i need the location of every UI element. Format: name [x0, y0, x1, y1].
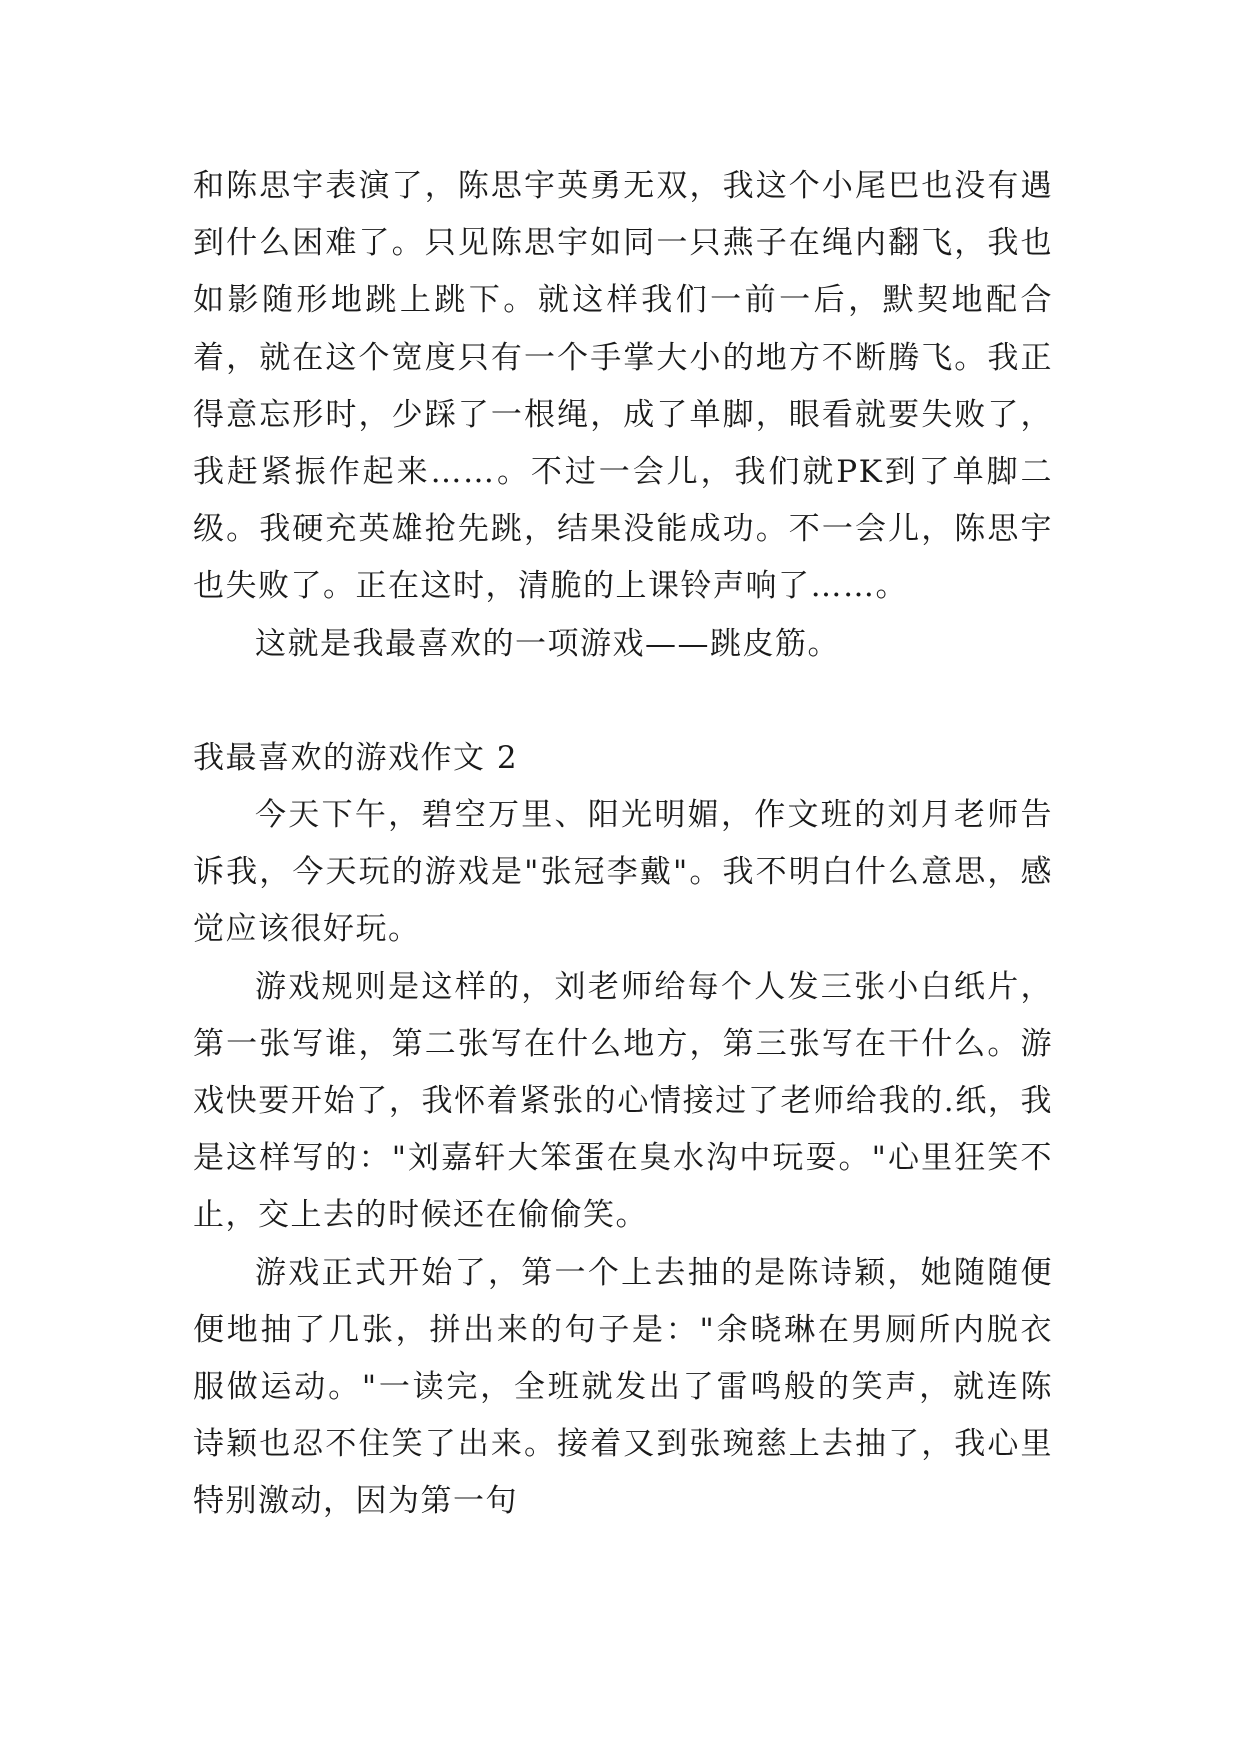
paragraph-5: 游戏正式开始了，第一个上去抽的是陈诗颖，她随随便便地抽了几张，拼出来的句子是："余晓琳在男厕所内脱衣服做运动。"一读完，全班就发出了雷鸣般的笑声，就连陈诗颖也忍不住笑了出来。接着又到张琬慈上去抽了，我心里特别激动，因为第一句 [193, 1254, 1053, 1520]
paragraph-3: 今天下午，碧空万里、阳光明媚，作文班的刘月老师告诉我，今天玩的游戏是"张冠李戴"。我不明白什么意思，感觉应该很好玩。 [193, 797, 1053, 948]
document-page [193, 158, 1053, 1531]
essay-title: 我最喜欢的游戏作文 2 [193, 739, 519, 776]
paragraph-4: 游戏规则是这样的，刘老师给每个人发三张小白纸片，第一张写谁，第二张写在什么地方，第三张写在干什么。游戏快要开始了，我怀着紧张的心情接过了老师给我的.纸，我是这样写的："刘嘉轩大笨蛋在臭水沟中玩耍。"心里狂笑不止，交上去的时候还在偷偷笑。 [193, 968, 1053, 1234]
section-gap [193, 673, 1053, 730]
paragraph-1: 和陈思宇表演了，陈思宇英勇无双，我这个小尾巴也没有遇到什么困难了。只见陈思宇如同一只燕子在绳内翻飞，我也如影随形地跳上跳下。就这样我们一前一后，默契地配合着，就在这个宽度只有一个手掌大小的地方不断腾飞。我正得意忘形时，少踩了一根绳，成了单脚，眼看就要失败了，我赶紧振作起来……。不过一会儿，我们就PK到了单脚二级。我硬充英雄抢先跳，结果没能成功。不一会儿，陈思宇也失败了。正在这时，清脆的上课铃声响了……。 [193, 168, 1053, 605]
paragraph-2: 这就是我最喜欢的一项游戏——跳皮筋。 [255, 625, 840, 662]
